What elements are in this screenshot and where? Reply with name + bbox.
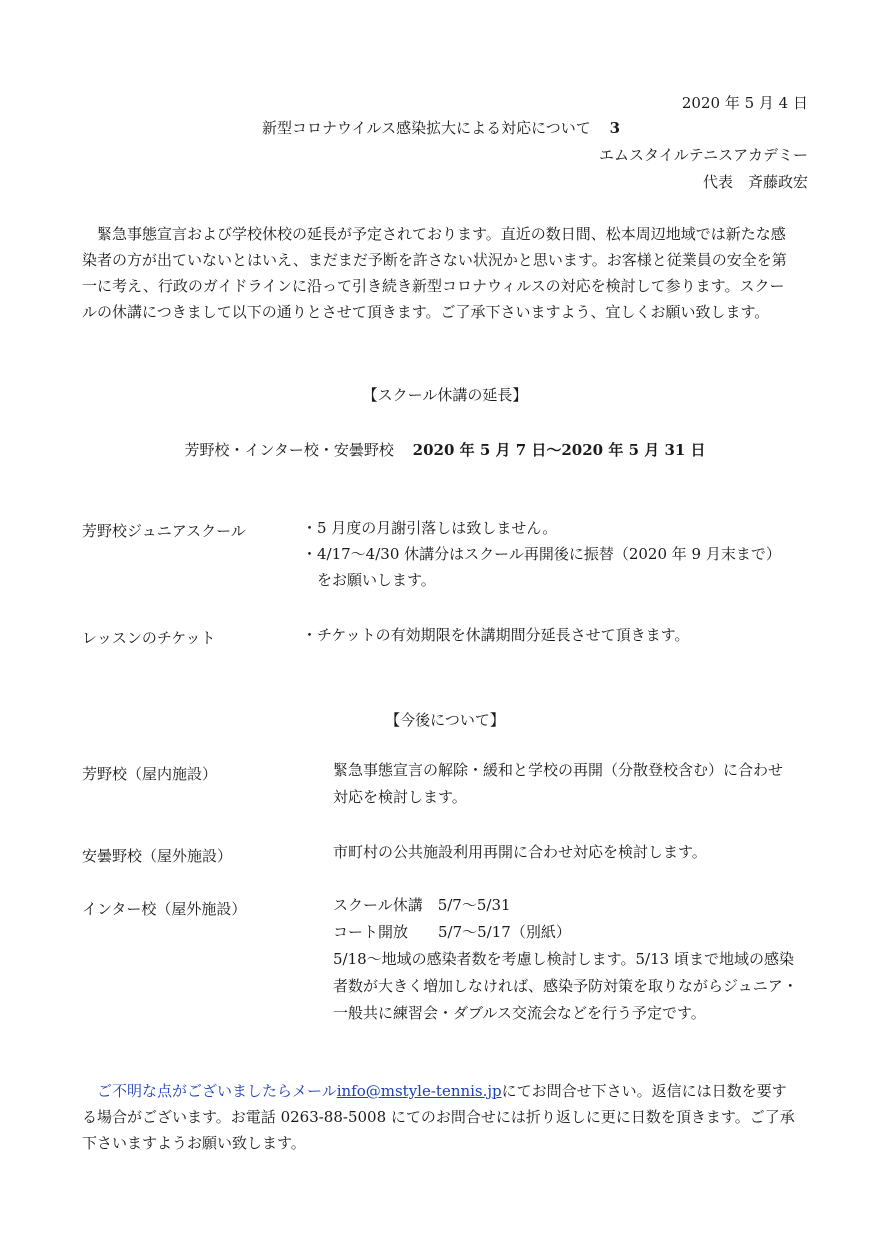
document-title-text: 新型コロナウイルス感染拡大による対応について [262,119,591,137]
inter-label: インター校（屋外施設） [82,900,247,918]
detail-line: をお願いします。 [302,571,436,589]
detail-line: 対応を検討します。 [333,788,467,806]
contact-lead: ご不明な点がございましたらメール [97,1082,337,1100]
email-link[interactable]: info@mstyle-tennis.jp [336,1082,502,1100]
lesson-ticket-label: レッスンのチケット [82,629,216,647]
representative-name: 代表 斉藤政宏 [702,173,808,191]
yoshino-details [333,757,783,811]
detail-line: スクール休講 5/7～5/31 [333,896,511,914]
detail-line: 者数が大きく増加しなければ、感染予防対策を取りながらジュニア・ [333,977,798,995]
inter-details [333,892,798,1027]
contact-line1-rest: にてお問合せ下さい。返信には日数を要す [501,1082,787,1100]
azumino-label: 安曇野校（屋外施設） [82,847,233,865]
detail-line: ・5 月度の月謝引落しは致しません。 [302,519,558,537]
azumino-details [333,839,707,866]
future-heading: 【今後について】 [385,711,505,729]
extension-heading: 【スクール休講の延長】 [362,386,528,404]
intro-line: 一に考え、行政のガイドラインに沿って引き続き新型コロナウィルスの対応を検討して参ります。スクー [82,277,785,295]
document-title-number: 3 [609,119,621,137]
detail-line: 緊急事態宣言の解除・緩和と学校の再開（分散登校含む）に合わせ [333,761,784,779]
detail-line: ・4/17～4/30 休講分はスクール再開後に振替（2020 年 9 月末まで） [302,545,781,563]
contact-line: 下さいますようお願い致します。 [82,1134,306,1152]
junior-school-label: 芳野校ジュニアスクール [82,522,246,540]
detail-line: ・チケットの有効期限を休講期間分延長させて頂きます。 [302,626,690,644]
document-title [262,117,620,138]
extension-period-line [0,439,890,460]
document-date: 2020 年 5 月 4 日 [681,94,808,112]
yoshino-label: 芳野校（屋内施設） [82,765,218,783]
detail-line: コート開放 5/7～5/17（別紙） [333,923,571,941]
contact-line [82,1078,809,1104]
junior-school-details [302,515,781,593]
extension-schools: 芳野校・インター校・安曇野校 [184,441,394,459]
lesson-ticket-details [302,622,689,648]
detail-line: 一般共に練習会・ダブルス交流会などを行う予定です。 [333,1004,706,1022]
intro-paragraph [82,221,809,325]
intro-line: ルの休講につきまして以下の通りとさせて頂きます。ご了承下さいますよう、宜しくお願い致します。 [82,303,770,321]
detail-line: 市町村の公共施設利用再開に合わせ対応を検討します。 [333,843,707,861]
extension-period: 2020 年 5 月 7 日～2020 年 5 月 31 日 [412,441,706,459]
contact-paragraph [82,1078,809,1156]
intro-line: 染者の方が出ていないとはいえ、まだまだ予断を許さない状況かと思います。お客様と従業員の安全を第 [82,251,787,269]
detail-line: 5/18～地域の感染者数を考慮し検討します。5/13 頃まで地域の感染 [333,950,794,968]
organization-name: エムスタイルテニスアカデミー [599,146,808,164]
contact-line: る場合がございます。お電話 0263-88-5008 にてのお問合せには折り返しに更に日数を頂きます。ご了承 [82,1108,795,1126]
intro-line: 緊急事態宣言および学校休校の延長が予定されております。直近の数日間、松本周辺地域では新たな感 [97,225,786,243]
